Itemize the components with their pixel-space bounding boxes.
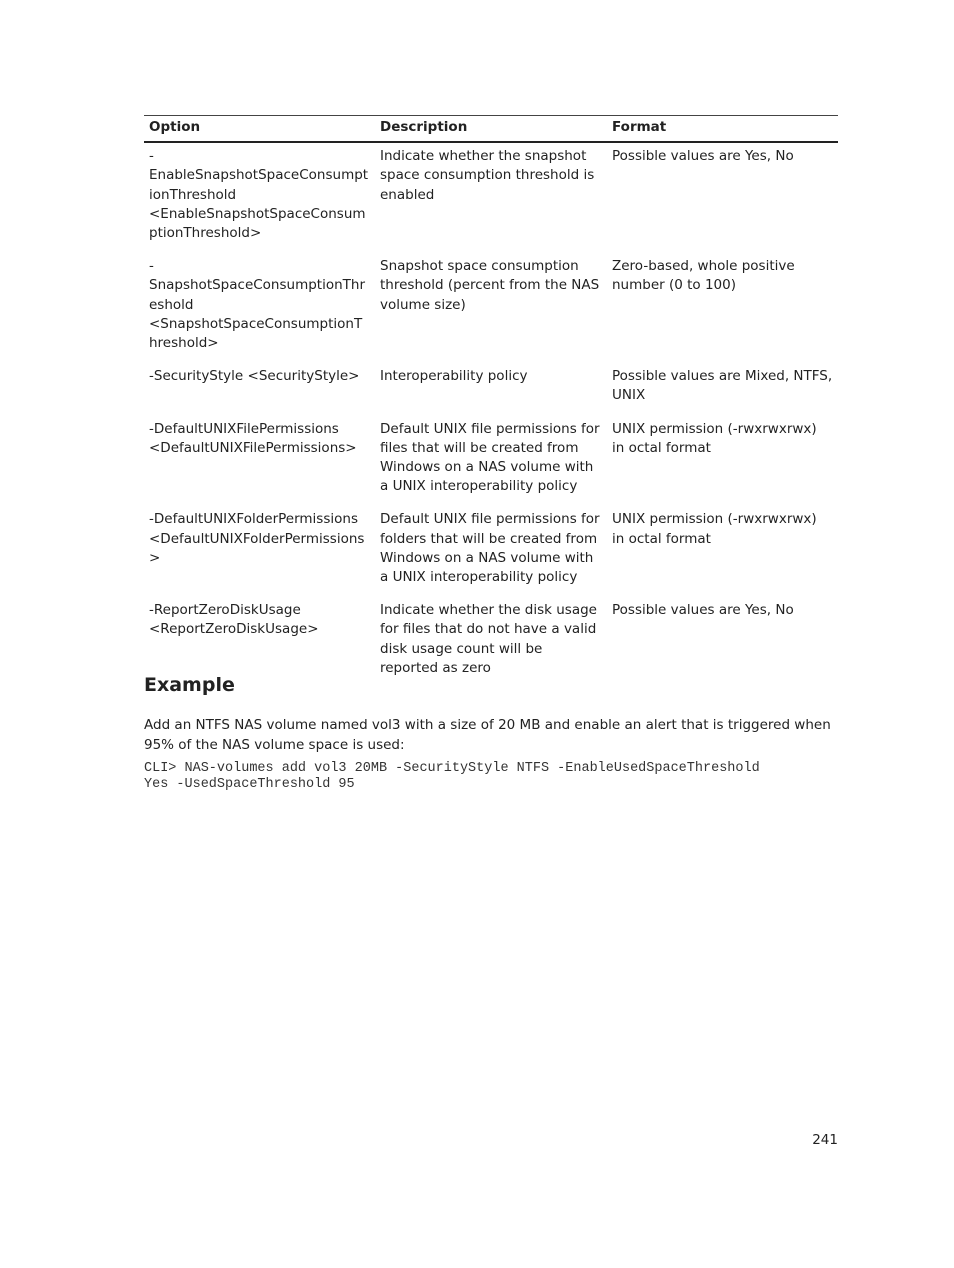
option-text: -DefaultUNIXFolderPermissions [149, 511, 358, 528]
description-cell: Indicate whether the disk usage for files that do not have a valid disk usage count will be reported as zero [380, 602, 597, 676]
option-cell [144, 142, 375, 253]
option-text: - [149, 258, 154, 275]
option-text: -ReportZeroDiskUsage [149, 602, 301, 619]
option-cell [144, 416, 375, 507]
format-cell: UNIX permission (-rwxrwxrwx) in octal format [612, 420, 817, 456]
table-row [144, 506, 838, 597]
option-cell [144, 363, 375, 415]
table-row [144, 142, 838, 253]
example-heading: Example [144, 674, 235, 696]
page-number: 241 [812, 1132, 838, 1148]
header-description: Description [375, 116, 607, 143]
description-cell: Indicate whether the snapshot space consumption threshold is enabled [380, 148, 595, 203]
option-text: -SecurityStyle <SecurityStyle> [149, 368, 360, 385]
table-header [144, 116, 838, 143]
option-text: <SnapshotSpaceConsumptionThreshold> [149, 315, 363, 352]
description-cell: Default UNIX file permissions for files that will be created from Windows on a NAS volume with a UNIX interoperability policy [380, 420, 600, 495]
description-cell: Default UNIX file permissions for folders that will be created from Windows on a NAS volume with a UNIX interoperability policy [380, 511, 600, 586]
table-row [144, 416, 838, 507]
option-text: -DefaultUNIXFilePermissions [149, 420, 339, 437]
options-table [144, 115, 838, 688]
description-cell: Interoperability policy [380, 368, 528, 385]
option-cell [144, 253, 375, 363]
format-cell: Zero-based, whole positive number (0 to 100) [612, 258, 795, 294]
format-cell: Possible values are Yes, No [612, 602, 794, 619]
option-text: EnableSnapshotSpaceConsumptionThreshold [149, 167, 369, 203]
table-row [144, 597, 838, 688]
format-cell: Possible values are Yes, No [612, 148, 794, 165]
option-text: - [149, 148, 154, 165]
option-cell [144, 506, 375, 597]
description-cell: Snapshot space consumption threshold (percent from the NAS volume size) [380, 258, 600, 313]
option-text: SnapshotSpaceConsumptionThreshold [149, 277, 366, 313]
table-row [144, 253, 838, 363]
option-text: <DefaultUNIXFilePermissions> [149, 439, 357, 456]
header-format: Format [607, 116, 838, 143]
example-description: Add an NTFS NAS volume named vol3 with a size of 20 MB and enable an alert that is triggered when 95% of the NAS volume space is used: [144, 717, 831, 753]
option-text: <DefaultUNIXFolderPermissions> [149, 530, 365, 566]
format-cell: Possible values are Mixed, NTFS, UNIX [612, 368, 833, 404]
header-option: Option [144, 116, 375, 143]
option-text: <ReportZeroDiskUsage> [149, 621, 319, 638]
option-text: <EnableSnapshotSpaceConsumptionThreshold> [149, 205, 366, 242]
table-row [144, 363, 838, 415]
example-code: CLI> NAS-volumes add vol3 20MB -SecurityStyle NTFS -EnableUsedSpaceThreshold Yes -UsedSpaceThreshold 95 [144, 761, 760, 792]
format-cell: UNIX permission (-rwxrwxrwx) in octal format [612, 511, 817, 547]
table-header-row [144, 116, 838, 143]
